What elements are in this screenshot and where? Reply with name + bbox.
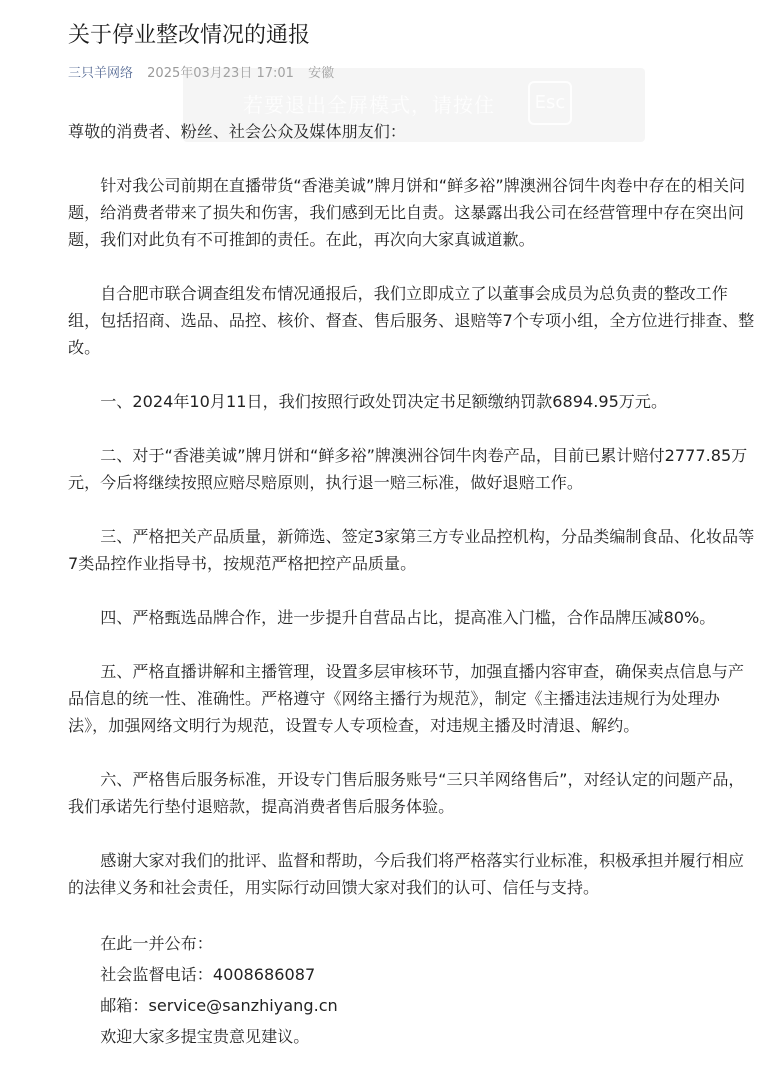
account-name-link[interactable]: 三只羊网络: [68, 66, 134, 81]
paragraph-item-3: 三、严格把关产品质量，新筛选、签定3家第三方专业品控机构，分品类编制食品、化妆品等7类品控作业指导书，按规范严格把控产品质量。: [68, 527, 755, 573]
article-body: [68, 118, 758, 1052]
paragraph-item-2: 二、对于“香港美诚”牌月饼和“鲜多裕”牌澳洲谷饲牛肉卷产品，目前已累计赔付2777.85万元，今后将继续按照应赔尽赔原则，执行退一赔三标准，做好退赔工作。: [68, 446, 748, 492]
contact-intro: 在此一并公布：: [100, 934, 213, 953]
supervision-phone: 社会监督电话：4008686087: [100, 965, 316, 984]
contact-email: 邮箱：service@sanzhiyang.cn: [100, 996, 338, 1015]
publish-location: 安徽: [308, 66, 335, 81]
esc-key-badge: Esc: [528, 81, 572, 125]
paragraph-item-6: 六、严格售后服务标准，开设专门售后服务账号“三只羊网络售后”，对经认定的问题产品，我们承诺先行垫付退赔款，提高消费者售后服务体验。: [68, 770, 745, 816]
paragraph-item-1: 一、2024年10月11日，我们按照行政处罚决定书足额缴纳罚款6894.95万元。: [100, 392, 668, 411]
publish-date: 2025年03月23日 17:01: [147, 66, 294, 81]
contact-block: [68, 928, 758, 1052]
greeting: 尊敬的消费者、粉丝、社会公众及媒体朋友们：: [68, 122, 406, 141]
fullscreen-notice-text: 若要退出全屏模式，请按住: [243, 93, 495, 117]
feedback-invitation: 欢迎大家多提宝贵意见建议。: [100, 1027, 310, 1046]
article-title: 关于停业整改情况的通报: [68, 23, 311, 48]
paragraph-item-4: 四、严格甄选品牌合作，进一步提升自营品占比，提高准入门槛，合作品牌压减80%。: [100, 608, 716, 627]
paragraph-thanks: 感谢大家对我们的批评、监督和帮助，今后我们将严格落实行业标准，积极承担并履行相应的法律义务和社会责任，用实际行动回馈大家对我们的认可、信任与支持。: [68, 851, 744, 897]
paragraph-item-5: 五、严格直播讲解和主播管理，设置多层审核环节，加强直播内容审查，确保卖点信息与产品信息的统一性、准确性。严格遵守《网络主播行为规范》，制定《主播违法违规行为处理办法》，加强网络文明行为规范，设置专人专项检查，对违规主播及时清退、解约。: [68, 662, 744, 735]
paragraph-apology: 针对我公司前期在直播带货“香港美诚”牌月饼和“鲜多裕”牌澳洲谷饲牛肉卷中存在的相关问题，给消费者带来了损失和伤害，我们感到无比自责。这暴露出我公司在经营管理中存在突出问题，我们对此负有不可推卸的责任。在此，再次向大家真诚道歉。: [68, 176, 746, 249]
paragraph-rectification-group: 自合肥市联合调查组发布情况通报后，我们立即成立了以董事会成员为总负责的整改工作组，包括招商、选品、品控、核价、督查、售后服务、退赔等7个专项小组，全方位进行排查、整改。: [68, 284, 755, 357]
